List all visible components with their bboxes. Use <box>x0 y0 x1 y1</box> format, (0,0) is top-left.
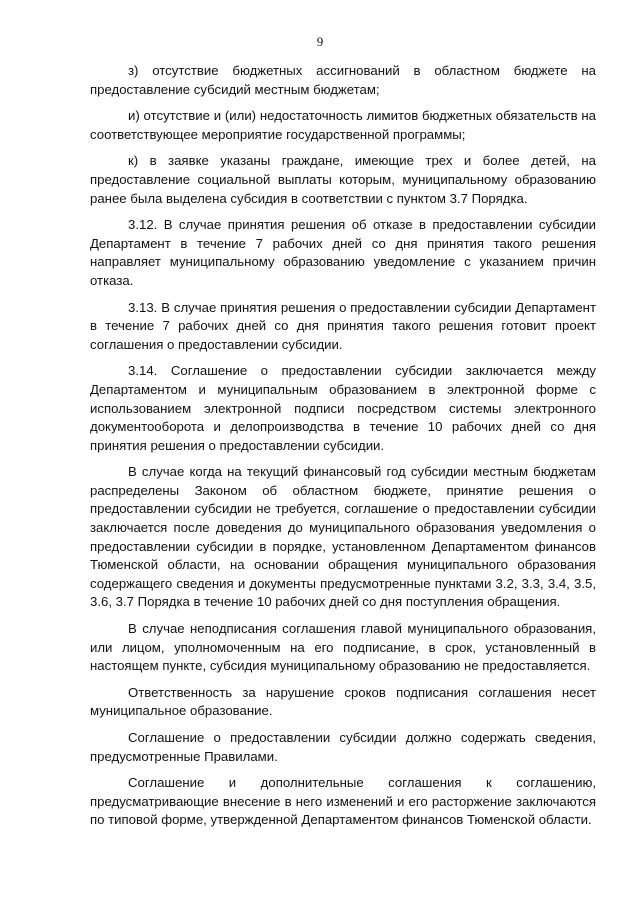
document-body <box>90 62 596 838</box>
paragraph-3-14: 3.14. Соглашение о предоставлении субсидии заключается между Департаментом и муниципальным образованием в электронной форме с использованием электронной подписи посредством системы электронного документооборота и делопроизводства в течение 10 рабочих дней со дня принятия решения о предоставлении субсидии. <box>90 363 596 453</box>
paragraph-i: и) отсутствие и (или) недостаточность лимитов бюджетных обязательств на соответствующее мероприятие государственной программы; <box>90 108 596 142</box>
page-number: 9 <box>316 34 324 49</box>
paragraph-responsibility: Ответственность за нарушение сроков подписания соглашения несет муниципальное образование. <box>90 684 596 719</box>
paragraph-additional-agreements: Соглашение и дополнительные соглашения к соглашению, предусматривающие внесение в него изменений и его расторжение заключаются по типовой форме, утвержденной Департаментом финансов Тюменской области. <box>90 775 596 828</box>
paragraph-distributed-subsidies: В случае когда на текущий финансовый год субсидии местным бюджетам распределены Законом об областном бюджете, принятие решения о предоставлении субсидии не требуется, соглашение о предоставлении субсидии заключается после доведения до муниципального образования уведомления о предоставлении субсидии в порядке, установленном Департаментом финансов Тюменской области, на основании обращения муниципального образования содержащего сведения и документы предусмотренные пунктами 3.2, 3.3, 3.4, 3.5, 3.6, 3.7 Порядка в течение 10 рабочих дней со дня поступления обращения. <box>90 464 596 610</box>
paragraph-k: к) в заявке указаны граждане, имеющие трех и более детей, на предоставление социальной выплаты которым, муниципальному образованию ранее была выделена субсидия в соответствии с пунктом 3.7 Порядка. <box>90 153 596 206</box>
paragraph-unsigned-agreement: В случае неподписания соглашения главой муниципального образования, или лицом, уполномоченным на его подписание, в срок, установленный в настоящем пункте, субсидия муниципальному образованию не предоставляется. <box>90 621 596 674</box>
paragraph-3-13: 3.13. В случае принятия решения о предоставлении субсидии Департамент в течение 7 рабочих дней со дня принятия такого решения готовит проект соглашения о предоставлении субсидии. <box>90 299 596 352</box>
paragraph-agreement-contents: Соглашение о предоставлении субсидии должно содержать сведения, предусмотренные Правилами. <box>90 730 596 764</box>
paragraph-z: з) отсутствие бюджетных ассигнований в областном бюджете на предоставление субсидий местным бюджетам; <box>90 63 596 97</box>
paragraph-3-12: 3.12. В случае принятия решения об отказе в предоставлении субсидии Департамент в течение 7 рабочих дней со дня принятия такого решения направляет муниципальному образованию уведомление с указанием причин отказа. <box>90 217 596 288</box>
